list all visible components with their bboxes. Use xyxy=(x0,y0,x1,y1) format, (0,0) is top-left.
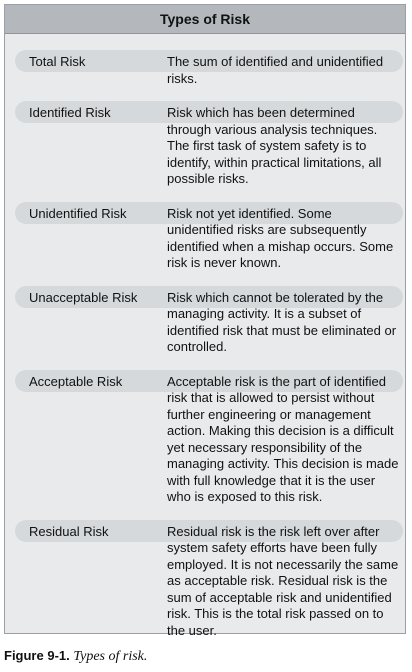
table-row xyxy=(5,370,405,506)
table-row xyxy=(5,202,405,272)
risk-definition: Residual risk is the risk left over after system safety efforts have been fully employed. It is not necessarily the same as acceptable risk. Residual risk is the sum of acceptable risk and unidentified risk. This is the total risk passed on to the user. xyxy=(167,523,399,638)
risk-term: Residual Risk xyxy=(29,523,109,539)
risk-types-table xyxy=(4,4,406,638)
figure-label: Figure 9-1. xyxy=(4,648,70,663)
risk-definition: The sum of identified and unidentified risks. xyxy=(167,54,384,86)
risk-definition: Risk not yet identified. Some unidentified risks are subsequently identified when a mishap occurs. Some risk is never known. xyxy=(167,205,394,270)
risk-term: Acceptable Risk xyxy=(29,373,123,389)
risk-definition: Risk which has been determined through various analysis techniques. The first task of system safety is to identify, within practical limitations, all possible risks. xyxy=(167,105,382,186)
table-row xyxy=(5,286,405,356)
figure-caption xyxy=(4,648,147,665)
table-row xyxy=(5,50,405,87)
risk-definition: Acceptable risk is the part of identified risk that is allowed to persist without further engineering or management action. Making this decision is a difficult yet necessary responsibility of the managing activity. This decision is made with full knowledge that it is the user who is exposed to this risk. xyxy=(167,373,399,504)
risk-term: Identified Risk xyxy=(29,105,111,120)
risk-term: Unacceptable Risk xyxy=(29,289,138,305)
table-title: Types of Risk xyxy=(5,5,405,34)
table-row xyxy=(5,101,405,188)
figure-title: Types of risk. xyxy=(73,649,148,664)
table-row xyxy=(5,520,405,640)
risk-term: Unidentified Risk xyxy=(29,205,127,221)
risk-definition: Risk which cannot be tolerated by the managing activity. It is a subset of identified risk that must be eliminated or controlled. xyxy=(167,289,397,354)
table-body xyxy=(5,34,405,639)
risk-term: Total Risk xyxy=(29,54,86,69)
